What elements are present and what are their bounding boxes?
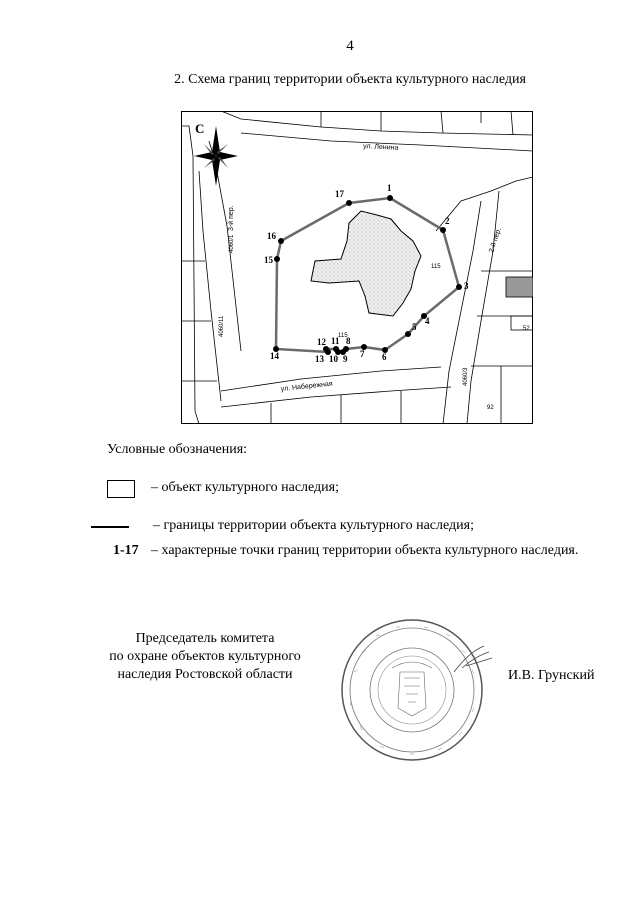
- parcel-label: 4060/11: [219, 315, 225, 337]
- legend-points-desc: – характерные точки границ территории объекта культурного наследия.: [151, 543, 579, 558]
- boundary-point-label-15: 15: [264, 255, 273, 265]
- boundary-point-1: [387, 195, 393, 201]
- street-lenina: ул. Ленина: [362, 143, 399, 152]
- legend-object-desc: – объект культурного наследия;: [151, 480, 339, 495]
- street-lane-3: 3-й пер.: [228, 205, 235, 231]
- boundary-point-label-9: 9: [343, 354, 348, 364]
- boundary-point-label-16: 16: [267, 231, 276, 241]
- boundary-point-label-4: 4: [425, 316, 430, 326]
- street-naberezhnaya: ул. Набережная: [280, 380, 333, 393]
- official-seal: [334, 612, 494, 772]
- boundary-point-11: [333, 346, 339, 352]
- boundary-point-15: [274, 256, 280, 262]
- boundary-point-label-8: 8: [346, 336, 351, 346]
- boundary-point-17: [346, 200, 352, 206]
- boundary-point-label-7: 7: [360, 349, 365, 359]
- signer-name: И.В. Грунский: [508, 668, 595, 683]
- legend-border-desc: – границы территории объекта культурного наследия;: [153, 518, 474, 533]
- boundary-point-label-5: 5: [412, 322, 417, 332]
- boundary-point-label-10: 10: [329, 354, 338, 364]
- parcel-label: 4060/3: [463, 367, 469, 386]
- signer-position: [80, 630, 330, 684]
- signer-position-line: наследия Ростовской области: [117, 667, 293, 682]
- legend-points-code: 1-17: [113, 543, 139, 558]
- parcel-label: 52: [523, 326, 530, 332]
- boundary-point-label-2: 2: [445, 216, 450, 226]
- section-title: 2. Схема границ территории объекта культурного наследия: [174, 72, 526, 87]
- boundary-point-label-1: 1: [387, 183, 392, 193]
- boundary-point-5: [405, 331, 411, 337]
- seal-icon: [334, 612, 494, 772]
- boundary-point-16: [278, 238, 284, 244]
- parcel-label: 92: [487, 405, 494, 411]
- boundary-point-label-13: 13: [315, 354, 324, 364]
- street-lane-2: 2-й пер.: [488, 227, 503, 254]
- boundary-point-label-17: 17: [335, 189, 344, 199]
- boundary-point-label-11: 11: [331, 336, 340, 346]
- boundary-point-label-3: 3: [464, 281, 469, 291]
- boundary-point-13: [325, 349, 331, 355]
- parcel-label: 115: [338, 333, 348, 339]
- page-number: 4: [346, 38, 354, 54]
- boundary-point-label-6: 6: [382, 352, 387, 362]
- boundary-point-2: [440, 227, 446, 233]
- signer-position-line: Председатель комитета: [135, 631, 275, 646]
- map-svg: [181, 111, 533, 424]
- north-label: С: [195, 121, 205, 136]
- legend-title: Условные обозначения:: [107, 442, 248, 457]
- parcel-label: 115: [431, 264, 441, 270]
- boundary-point-label-14: 14: [270, 351, 279, 361]
- site-plan-map: [181, 111, 533, 424]
- boundary-point-3: [456, 284, 462, 290]
- legend-object-swatch: [107, 480, 135, 498]
- legend-border-swatch: [91, 526, 129, 528]
- boundary-point-label-12: 12: [317, 337, 326, 347]
- signer-position-line: по охране объектов культурного: [109, 649, 301, 664]
- parcel-label: 4060/1: [229, 234, 235, 253]
